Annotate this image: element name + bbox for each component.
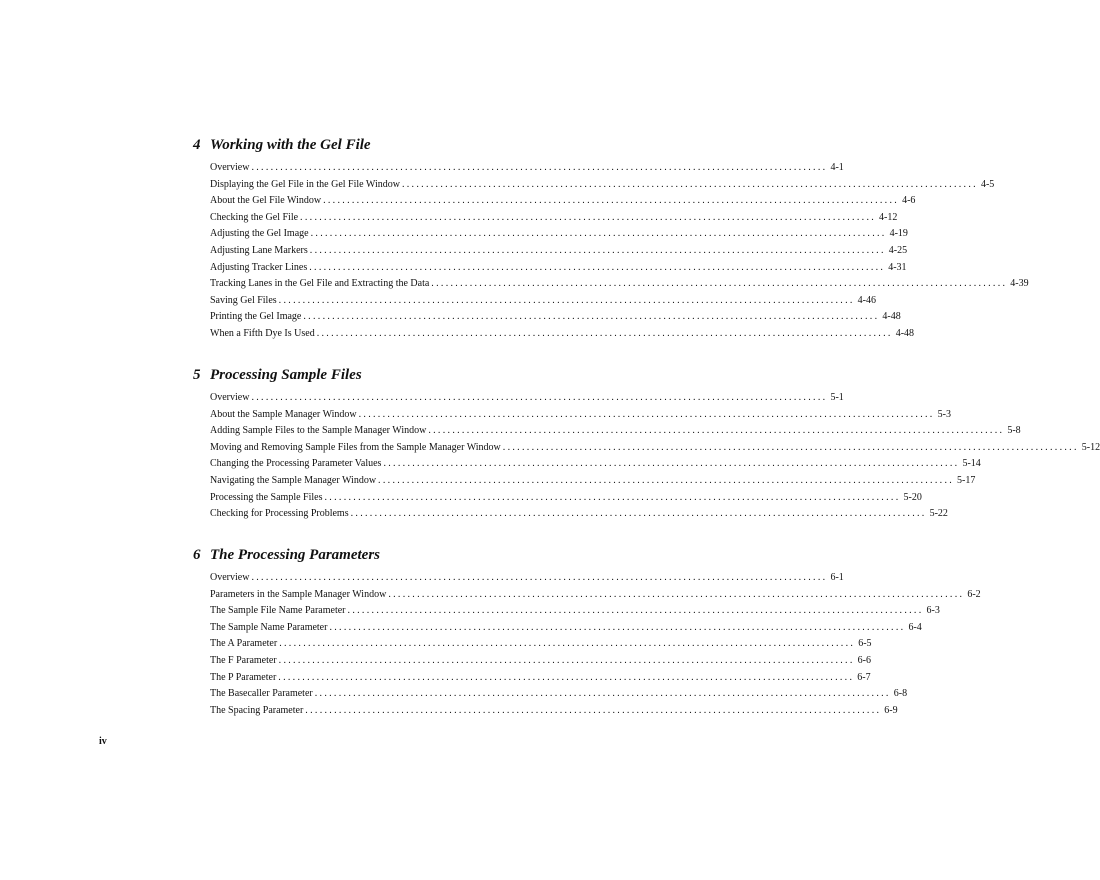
dot-leader: ........................................................................................................................ <box>309 244 886 256</box>
toc-entry[interactable] <box>210 210 898 227</box>
page-folio: iv <box>99 736 107 747</box>
toc-entries <box>210 160 1029 343</box>
dot-leader: ........................................................................................................................ <box>251 572 828 583</box>
toc-entry-title: Adding Sample Files to the Sample Manager Window <box>210 425 427 437</box>
chapter-4 <box>193 134 1029 343</box>
dot-leader: ........................................................................................................................ <box>347 605 924 617</box>
dot-leader: ........................................................................................................................ <box>278 654 855 666</box>
toc-entry-title: About the Sample Manager Window <box>210 408 357 420</box>
toc-entry-title: Navigating the Sample Manager Window <box>210 474 377 486</box>
toc-entry-title: Saving Gel Files <box>210 294 277 306</box>
dot-leader: ........................................................................................................................ <box>323 195 900 207</box>
toc-entry-page: 5-17 <box>957 474 976 486</box>
toc-entry-page: 5-14 <box>962 458 981 470</box>
toc-entry-title: Checking the Gel File <box>210 211 299 223</box>
toc-entry[interactable] <box>210 276 1029 293</box>
toc-entry-title: Displaying the Gel File in the Gel File Window <box>210 178 400 190</box>
chapter-title <box>193 544 561 566</box>
dot-leader: ........................................................................................................................ <box>251 392 828 403</box>
dot-leader: ........................................................................................................................ <box>350 508 927 520</box>
toc-entry[interactable] <box>210 440 1100 457</box>
toc-entry[interactable] <box>210 293 877 310</box>
toc-entry-title: Overview <box>210 392 250 403</box>
toc-entry-title: Parameters in the Sample Manager Window <box>210 588 387 600</box>
toc-entry[interactable] <box>210 473 976 490</box>
dot-leader: ........................................................................................................................ <box>300 211 877 223</box>
toc-entry[interactable] <box>210 490 922 507</box>
dot-leader: ........................................................................................................................ <box>303 311 880 323</box>
chapter-number: 6 <box>193 547 201 563</box>
toc-entry[interactable] <box>210 570 844 587</box>
dot-leader: ........................................................................................................................ <box>278 294 855 306</box>
chapter-title <box>193 364 561 386</box>
toc-entry-page: 6-2 <box>967 588 981 600</box>
toc-entry-title: Checking for Processing Problems <box>210 508 349 520</box>
toc-entry-page: 4-1 <box>830 162 844 173</box>
toc-entry-page: 5-12 <box>1081 441 1100 453</box>
toc-entry-page: 6-6 <box>857 654 871 666</box>
toc-entry-title: About the Gel File Window <box>210 195 322 207</box>
dot-leader: ........................................................................................................................ <box>428 425 1005 437</box>
toc-entry[interactable] <box>210 670 871 687</box>
toc-entry-page: 5-3 <box>937 408 951 420</box>
toc-entry[interactable] <box>210 390 844 407</box>
toc-entry[interactable] <box>210 653 871 670</box>
toc-entry-title: Moving and Removing Sample Files from the Sample Manager Window <box>210 441 501 453</box>
toc-entry-title: Printing the Gel Image <box>210 311 302 323</box>
chapter-title-text: Processing Sample Files <box>210 367 362 383</box>
toc-entry-page: 5-1 <box>830 392 844 403</box>
toc-entry-page: 4-39 <box>1010 278 1029 290</box>
toc-entry[interactable] <box>210 603 940 620</box>
dot-leader: ........................................................................................................................ <box>278 671 855 683</box>
chapter-title-text: The Processing Parameters <box>210 547 380 563</box>
toc-entry-page: 5-8 <box>1007 425 1021 437</box>
dot-leader: ........................................................................................................................ <box>310 228 887 240</box>
toc-entry-title: Adjusting the Gel Image <box>210 228 309 240</box>
toc-entry-page: 5-22 <box>929 508 948 520</box>
toc-entry-page: 4-5 <box>980 178 995 190</box>
toc-entry[interactable] <box>210 587 981 604</box>
toc-entry-title: Overview <box>210 572 250 583</box>
dot-leader: ........................................................................................................................ <box>251 162 828 173</box>
toc-entry[interactable] <box>210 226 908 243</box>
toc-entry[interactable] <box>210 243 908 260</box>
dot-leader: ........................................................................................................................ <box>358 408 935 420</box>
toc-entry[interactable] <box>210 636 872 653</box>
dot-leader: ........................................................................................................................ <box>502 441 1079 453</box>
dot-leader: ........................................................................................................................ <box>324 491 901 503</box>
dot-leader: ........................................................................................................................ <box>431 278 1008 290</box>
toc-entry[interactable] <box>210 686 908 703</box>
toc-entry[interactable] <box>210 423 1021 440</box>
dot-leader: ........................................................................................................................ <box>305 704 882 716</box>
toc-entry-page: 5-20 <box>903 491 922 503</box>
chapter-title <box>193 134 561 156</box>
toc-entry-title: When a Fifth Dye Is Used <box>210 327 315 339</box>
toc-entry-title: Adjusting Lane Markers <box>210 244 308 256</box>
toc-entry-title: Processing the Sample Files <box>210 491 323 503</box>
dot-leader: ........................................................................................................................ <box>314 688 891 700</box>
chapter-title-text: Working with the Gel File <box>210 137 371 153</box>
toc-entry-page: 6-4 <box>908 621 922 633</box>
toc-entry-title: Adjusting Tracker Lines <box>210 261 308 273</box>
toc-entry-title: The Basecaller Parameter <box>210 688 313 700</box>
toc-entry-page: 6-1 <box>830 572 844 583</box>
toc-entry-page: 4-12 <box>879 211 898 223</box>
toc-entry[interactable] <box>210 326 915 343</box>
toc-entry-title: The Sample Name Parameter <box>210 621 328 633</box>
toc-entry[interactable] <box>210 309 901 326</box>
toc-entry-page: 4-6 <box>902 195 916 207</box>
toc-entry-page: 6-7 <box>857 671 871 683</box>
chapter-6 <box>193 544 981 719</box>
toc-entry-page: 4-46 <box>857 294 877 306</box>
chapter-number: 5 <box>193 367 201 383</box>
toc-entry-title: The P Parameter <box>210 671 277 683</box>
toc-entry-page: 6-8 <box>893 688 908 700</box>
toc-entry-page: 4-25 <box>888 244 908 256</box>
dot-leader: ........................................................................................................................ <box>378 474 955 486</box>
toc-entry-title: Changing the Processing Parameter Values <box>210 458 382 470</box>
toc-entry[interactable] <box>210 703 898 720</box>
toc-entry-page: 4-48 <box>895 327 915 339</box>
toc-entry-title: The Sample File Name Parameter <box>210 605 346 617</box>
chapter-5 <box>193 364 1100 523</box>
toc-entry[interactable] <box>210 506 948 523</box>
dot-leader: ........................................................................................................................ <box>279 638 856 650</box>
toc-entry[interactable] <box>210 193 916 210</box>
toc-entries <box>210 570 981 719</box>
dot-leader: ........................................................................................................................ <box>388 588 965 600</box>
toc-entry-page: 4-31 <box>888 261 907 273</box>
toc-entries <box>210 390 1100 523</box>
toc-entry-page: 4-48 <box>882 311 901 323</box>
toc-entry-page: 6-9 <box>884 704 898 716</box>
dot-leader: ........................................................................................................................ <box>309 261 886 273</box>
toc-entry-title: The Spacing Parameter <box>210 704 304 716</box>
toc-entry[interactable] <box>210 177 995 194</box>
dot-leader: ........................................................................................................................ <box>383 458 960 470</box>
toc-entry-title: The A Parameter <box>210 638 278 650</box>
toc-entry[interactable] <box>210 260 907 277</box>
toc-entry[interactable] <box>210 407 951 424</box>
chapter-number: 4 <box>193 137 201 153</box>
dot-leader: ........................................................................................................................ <box>401 178 978 190</box>
dot-leader: ........................................................................................................................ <box>316 327 893 339</box>
toc-entry-page: 4-19 <box>889 228 908 240</box>
toc-entry-title: Overview <box>210 162 250 173</box>
dot-leader: ........................................................................................................................ <box>329 621 906 633</box>
toc-entry[interactable] <box>210 620 922 637</box>
toc-entry-title: Tracking Lanes in the Gel File and Extracting the Data <box>210 278 430 290</box>
toc-entry[interactable] <box>210 456 981 473</box>
toc-entry-page: 6-3 <box>926 605 940 617</box>
toc-entry-title: The F Parameter <box>210 654 277 666</box>
toc-entry-page: 6-5 <box>858 638 872 650</box>
toc-entry[interactable] <box>210 160 844 177</box>
